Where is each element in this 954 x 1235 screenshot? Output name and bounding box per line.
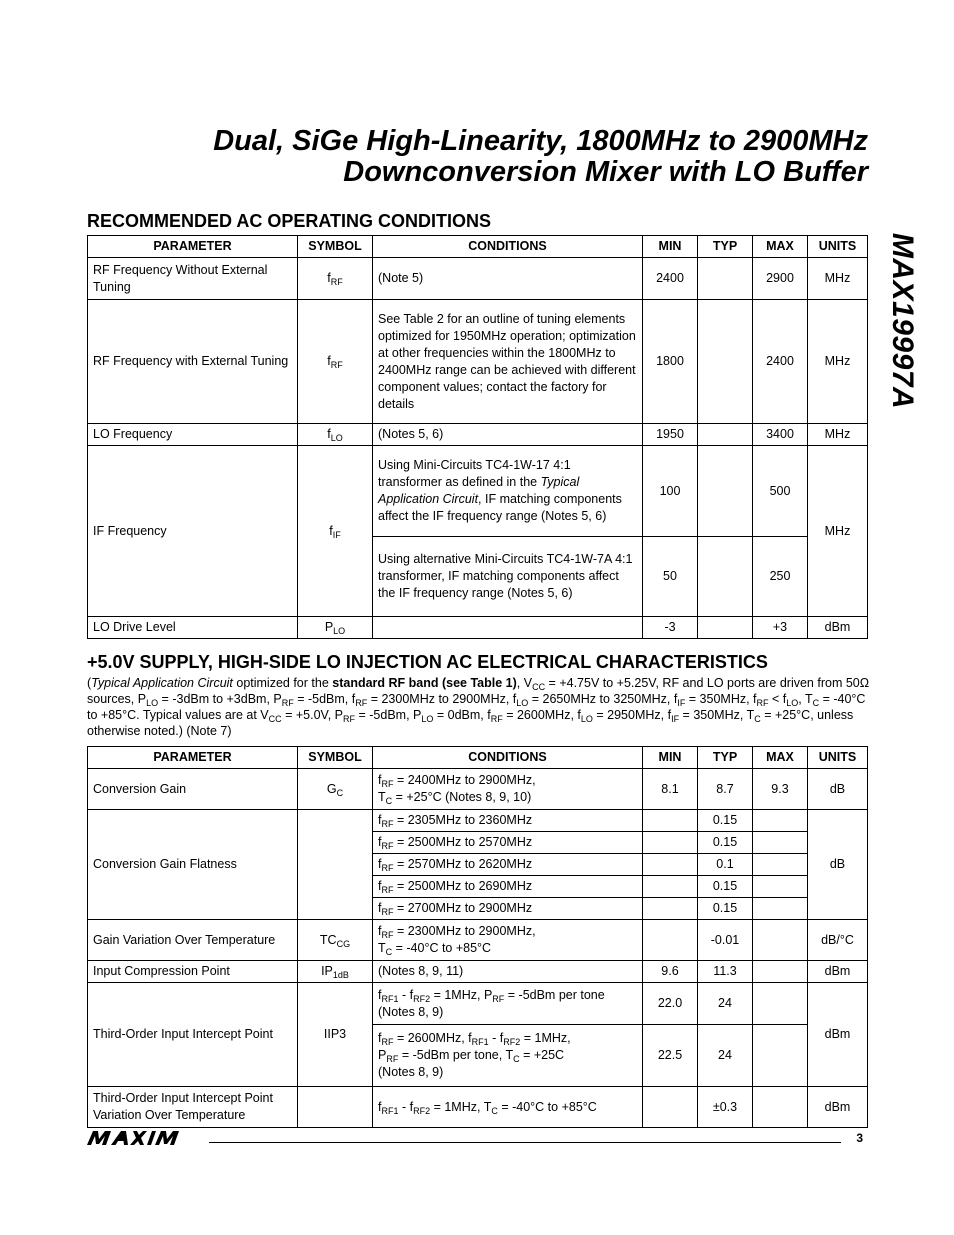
section1-title: RECOMMENDED AC OPERATING CONDITIONS [87, 211, 492, 231]
symbol-cell: $P_{LO}$ [298, 617, 373, 639]
min-cell [643, 810, 698, 832]
units-cell: dBm [808, 961, 868, 983]
table-row [88, 961, 868, 983]
table-row [88, 983, 868, 1025]
conditions-cell: $f_{RF} = 2700MHz$ to 2900MHz [373, 898, 643, 920]
section2-intro: (Typical Application Circuit optimized for the standard RF band (see Table 1), $V_{CC} = +4.75V$ to +5.25V, RF and LO ports are driven from 50Ω sources, $P_{LO} = -3dBm$ to +3dBm, $P_{RF} = -5dBm$, $f_{RF} = 2300MHz$ to 2900MHz, $f_{LO} = 2650MHz$ to 3250MHz, $f_{IF} = 350MHz$, $f_{RF} < f_{LO}$, $T_C = -40^\circ C$ to +85°C. Typical values are at $V_{CC} = +5.0V$, $P_{RF} = -5dBm$, $P_{LO} = 0dBm$, $f_{RF} = 2600MHz$, $f_{LO} = 2950MHz$, $f_{IF} = 350MHz$, $T_C = +25^\circ C$, unless otherwise noted.) (Note 7) [87, 676, 870, 738]
section2-title: +5.0V SUPPLY, HIGH-SIDE LO INJECTION AC ELECTRICAL CHARACTERISTICS [87, 652, 768, 672]
min-cell [643, 1087, 698, 1128]
max-cell [753, 1025, 808, 1087]
param-cell: Gain Variation Over Temperature [88, 920, 298, 961]
header-units: UNITS [808, 747, 868, 769]
symbol-cell: $f_{RF}$ [298, 258, 373, 300]
max-cell [753, 983, 808, 1025]
header-max: MAX [753, 747, 808, 769]
units-cell: dB [808, 810, 868, 920]
typ-cell: 0.15 [698, 810, 753, 832]
symbol-cell: $IP_{1dB}$ [298, 961, 373, 983]
units-cell: MHz [808, 300, 868, 424]
param-cell: Third-Order Input Intercept Point [88, 983, 298, 1087]
table-row [88, 617, 868, 639]
symbol-cell: $f_{IF}$ [298, 446, 373, 617]
svg-text:MAXIM: MAXIM [87, 1130, 91, 1131]
param-cell: IF Frequency [88, 446, 298, 617]
table-row [88, 424, 868, 446]
symbol-cell: $f_{RF}$ [298, 300, 373, 424]
units-cell: MHz [808, 424, 868, 446]
min-cell [643, 876, 698, 898]
symbol-cell: $TC_{CG}$ [298, 920, 373, 961]
typ-cell [698, 300, 753, 424]
min-cell: 100 [643, 446, 698, 537]
page-title [213, 126, 868, 188]
typ-cell: 24 [698, 983, 753, 1025]
units-cell: dBm [808, 1087, 868, 1128]
units-cell: dB [808, 769, 868, 810]
min-cell [643, 920, 698, 961]
units-cell: dB/°C [808, 920, 868, 961]
symbol-cell [298, 810, 373, 920]
max-cell: 3400 [753, 424, 808, 446]
table-row [88, 1087, 868, 1128]
param-cell: Third-Order Input Intercept Point Variation Over Temperature [88, 1087, 298, 1128]
param-cell: Conversion Gain Flatness [88, 810, 298, 920]
conditions-cell: $f_{RF1} - f_{RF2} = 1MHz$, $T_C = -40^\circ C$ to +85°C [373, 1087, 643, 1128]
max-cell [753, 1087, 808, 1128]
symbol-cell: IIP3 [298, 983, 373, 1087]
footer-rule [209, 1142, 841, 1143]
symbol-cell [298, 1087, 373, 1128]
param-cell: Input Compression Point [88, 961, 298, 983]
title-line-1: Dual, SiGe High-Linearity, 1800MHz to 2900MHz [213, 125, 868, 157]
min-cell [643, 854, 698, 876]
header-max: MAX [753, 236, 808, 258]
header-symbol: SYMBOL [298, 236, 373, 258]
conditions-cell: $f_{RF} = 2300MHz$ to 2900MHz, $T_C = -40^\circ C$ to +85°C [373, 920, 643, 961]
conditions-cell: (Notes 8, 9, 11) [373, 961, 643, 983]
conditions-cell: (Note 5) [373, 258, 643, 300]
table-row [88, 300, 868, 424]
max-cell [753, 920, 808, 961]
max-cell: +3 [753, 617, 808, 639]
typ-cell: 0.15 [698, 898, 753, 920]
ac-characteristics-table [87, 746, 868, 1128]
typ-cell: 11.3 [698, 961, 753, 983]
min-cell [643, 832, 698, 854]
conditions-cell: $f_{RF} = 2570MHz$ to 2620MHz [373, 854, 643, 876]
typ-cell: 0.15 [698, 876, 753, 898]
side-part-number [882, 214, 922, 429]
table-row [88, 258, 868, 300]
typ-cell: 24 [698, 1025, 753, 1087]
conditions-cell: Using Mini-Circuits TC4-1W-17 4:1 transformer as defined in the Typical Application Circuit, IF matching components affect the IF frequency range (Notes 5, 6) [373, 446, 643, 537]
min-cell: 50 [643, 537, 698, 617]
min-cell: -3 [643, 617, 698, 639]
table-row [88, 769, 868, 810]
symbol-cell: $f_{LO}$ [298, 424, 373, 446]
min-cell: 22.0 [643, 983, 698, 1025]
conditions-cell: $f_{RF} = 2500MHz$ to 2570MHz [373, 832, 643, 854]
min-cell: 8.1 [643, 769, 698, 810]
conditions-cell: $f_{RF} = 2305MHz$ to 2360MHz [373, 810, 643, 832]
typ-cell: 0.1 [698, 854, 753, 876]
conditions-cell: $f_{RF1} - f_{RF2} = 1MHz$, $P_{RF} = -5dBm$ per tone (Notes 8, 9) [373, 983, 643, 1025]
units-cell: MHz [808, 258, 868, 300]
min-cell: 2400 [643, 258, 698, 300]
typ-cell [698, 537, 753, 617]
typ-cell: 0.15 [698, 832, 753, 854]
min-cell: 1800 [643, 300, 698, 424]
param-cell: LO Frequency [88, 424, 298, 446]
min-cell: 22.5 [643, 1025, 698, 1087]
header-typ: TYP [698, 747, 753, 769]
max-cell: 2900 [753, 258, 808, 300]
page-footer [87, 1128, 867, 1150]
param-cell: LO Drive Level [88, 617, 298, 639]
max-cell [753, 876, 808, 898]
typ-cell [698, 258, 753, 300]
header-conditions: CONDITIONS [373, 236, 643, 258]
units-cell: dBm [808, 617, 868, 639]
typ-cell: ±0.3 [698, 1087, 753, 1128]
param-cell: Conversion Gain [88, 769, 298, 810]
typ-cell [698, 446, 753, 537]
table-row [88, 446, 868, 537]
max-cell: 500 [753, 446, 808, 537]
conditions-cell: $f_{RF} = 2500MHz$ to 2690MHz [373, 876, 643, 898]
table-row [88, 920, 868, 961]
min-cell: 1950 [643, 424, 698, 446]
maxim-logo [87, 1130, 199, 1146]
param-cell: RF Frequency Without External Tuning [88, 258, 298, 300]
conditions-cell [373, 617, 643, 639]
conditions-cell: See Table 2 for an outline of tuning elements optimized for 1950MHz operation; optimization at other frequencies within the 1800MHz to 2400MHz range can be achieved with different component values; contact the factory for details [373, 300, 643, 424]
max-cell: 9.3 [753, 769, 808, 810]
max-cell [753, 810, 808, 832]
max-cell: 250 [753, 537, 808, 617]
typ-cell [698, 617, 753, 639]
conditions-cell: (Notes 5, 6) [373, 424, 643, 446]
header-typ: TYP [698, 236, 753, 258]
page-number: 3 [856, 1131, 863, 1145]
header-conditions: CONDITIONS [373, 747, 643, 769]
conditions-cell: Using alternative Mini-Circuits TC4-1W-7A 4:1 transformer, IF matching components affect the IF frequency range (Notes 5, 6) [373, 537, 643, 617]
symbol-cell: $G_C$ [298, 769, 373, 810]
header-min: MIN [643, 236, 698, 258]
param-cell: RF Frequency with External Tuning [88, 300, 298, 424]
typ-cell: 8.7 [698, 769, 753, 810]
max-cell [753, 854, 808, 876]
header-parameter: PARAMETER [88, 236, 298, 258]
title-line-2: Downconversion Mixer with LO Buffer [343, 156, 868, 188]
part-number-label: MAX19997A [886, 232, 919, 410]
conditions-cell: $f_{RF} = 2400MHz$ to 2900MHz, $T_C = +25^\circ C$ (Notes 8, 9, 10) [373, 769, 643, 810]
max-cell [753, 898, 808, 920]
header-symbol: SYMBOL [298, 747, 373, 769]
min-cell [643, 898, 698, 920]
header-min: MIN [643, 747, 698, 769]
units-cell: MHz [808, 446, 868, 617]
table-header-row [88, 747, 868, 769]
units-cell: dBm [808, 983, 868, 1087]
max-cell [753, 832, 808, 854]
conditions-cell: $f_{RF} = 2600MHz$, $f_{RF1} - f_{RF2} = 1MHz$, $P_{RF} = -5dBm$ per tone, $T_C = +25C$ (Notes 8, 9) [373, 1025, 643, 1087]
min-cell: 9.6 [643, 961, 698, 983]
table-header-row [88, 236, 868, 258]
max-cell [753, 961, 808, 983]
header-parameter: PARAMETER [88, 747, 298, 769]
table-row [88, 810, 868, 832]
recommended-conditions-table [87, 235, 868, 639]
header-units: UNITS [808, 236, 868, 258]
max-cell: 2400 [753, 300, 808, 424]
typ-cell: -0.01 [698, 920, 753, 961]
typ-cell [698, 424, 753, 446]
